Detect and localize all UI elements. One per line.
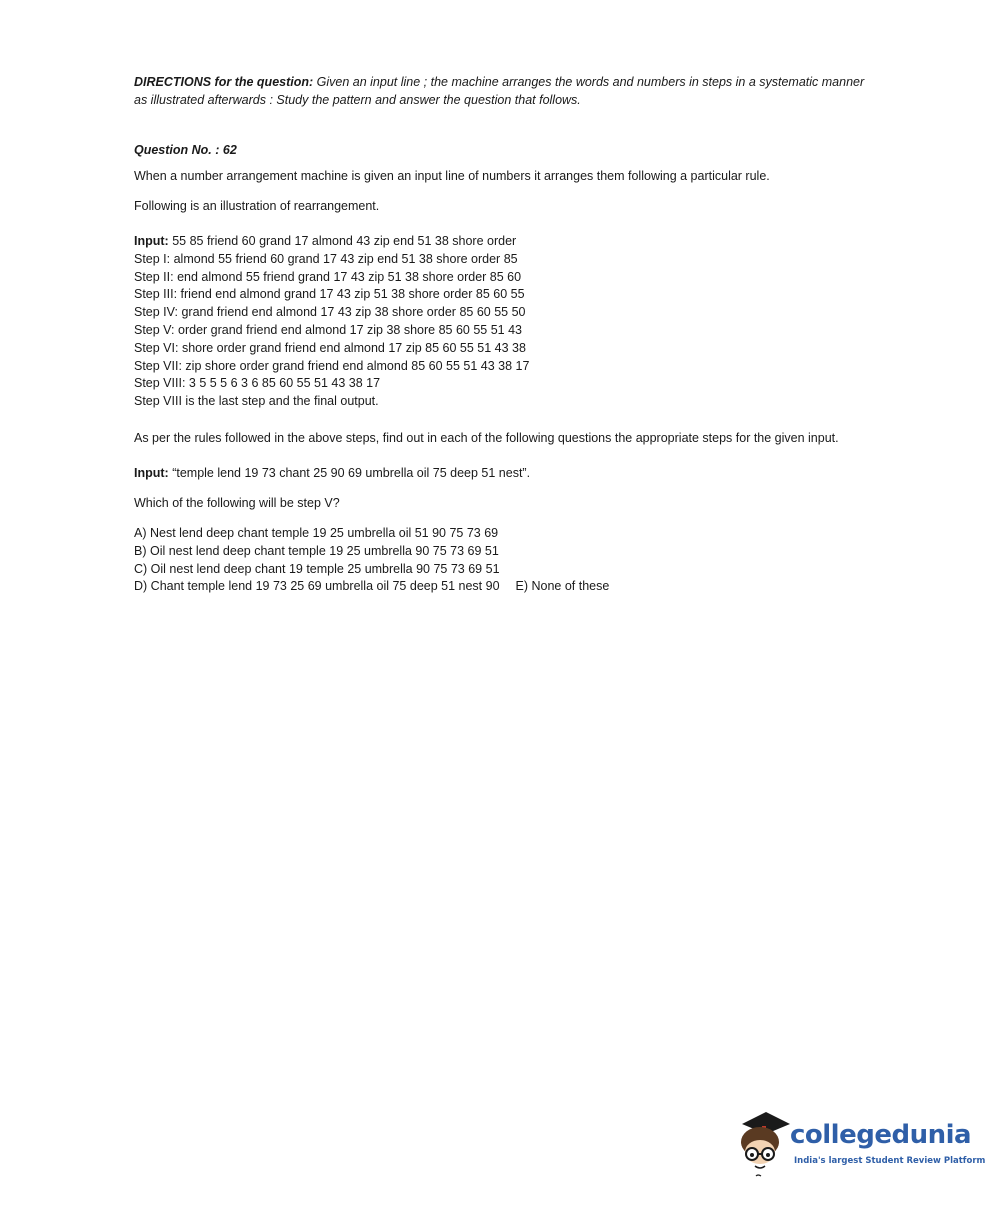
option-a: A) Nest lend deep chant temple 19 25 umbrella oil 51 90 75 73 69 — [134, 525, 499, 540]
directions-paragraph — [134, 73, 874, 109]
illustration-intro: Following is an illustration of rearrangement. — [134, 199, 380, 213]
directions-label: DIRECTIONS for the question: — [134, 75, 314, 89]
final-output-note: Step VIII is the last step and the final output. — [134, 394, 379, 409]
illustration-steps — [134, 233, 874, 411]
question-input-line — [134, 464, 874, 482]
step-line: Step III: friend end almond grand 17 43 zip 51 38 shore order 85 60 55 — [134, 287, 525, 302]
step-line: Step II: end almond 55 friend grand 17 43 zip 51 38 shore order 85 60 — [134, 269, 522, 284]
logo-brand-text: collegedunia — [790, 1120, 972, 1150]
option-d-row — [134, 578, 874, 596]
option-d: D) Chant temple lend 19 73 25 69 umbrella oil 75 deep 51 nest 90 — [134, 579, 500, 594]
input-text: 55 85 friend 60 grand 17 almond 43 zip end 51 38 shore order — [168, 234, 517, 248]
question-input-text: “temple lend 19 73 chant 25 90 69 umbrella oil 75 deep 51 nest”. — [168, 465, 531, 480]
rules-paragraph: As per the rules followed in the above steps, find out in each of the following questions the appropriate steps for the given input. — [134, 430, 839, 445]
directions-text: Given an input line ; the machine arranges the words and numbers in steps in a systematic manner as illustrated afterwards : Study the pattern and answer the question that follows. — [134, 75, 865, 107]
question-text: Which of the following will be step V? — [134, 495, 340, 510]
step-line: Step VIII: 3 5 5 5 6 3 6 85 60 55 51 43 38 17 — [134, 376, 381, 391]
illustration-input-line — [134, 233, 874, 251]
option-e: E) None of these — [515, 579, 610, 594]
input-label: Input: — [134, 234, 169, 248]
question-content — [134, 73, 874, 596]
answer-options — [134, 525, 874, 596]
option-c: C) Oil nest lend deep chant 19 temple 25 umbrella 90 75 73 69 51 — [134, 561, 500, 576]
collegedunia-logo — [738, 1108, 986, 1178]
question-number: Question No. : 62 — [134, 143, 237, 157]
option-b: B) Oil nest lend deep chant temple 19 25 umbrella 90 75 73 69 51 — [134, 543, 499, 558]
question-input-label: Input: — [134, 465, 169, 480]
step-line: Step I: almond 55 friend 60 grand 17 43 zip end 51 38 shore order 85 — [134, 251, 518, 266]
step-line: Step VII: zip shore order grand friend end almond 85 60 55 51 43 38 17 — [134, 358, 530, 373]
step-line: Step VI: shore order grand friend end almond 17 zip 85 60 55 51 43 38 — [134, 340, 526, 355]
step-line: Step V: order grand friend end almond 17 zip 38 shore 85 60 55 51 43 — [134, 322, 523, 337]
logo-tagline: India's largest Student Review Platform — [794, 1156, 986, 1166]
mascot-icon — [738, 1108, 794, 1180]
step-line: Step IV: grand friend end almond 17 43 zip 38 shore order 85 60 55 50 — [134, 305, 526, 320]
intro-paragraph: When a number arrangement machine is given an input line of numbers it arranges them following a particular rule. — [134, 169, 770, 183]
